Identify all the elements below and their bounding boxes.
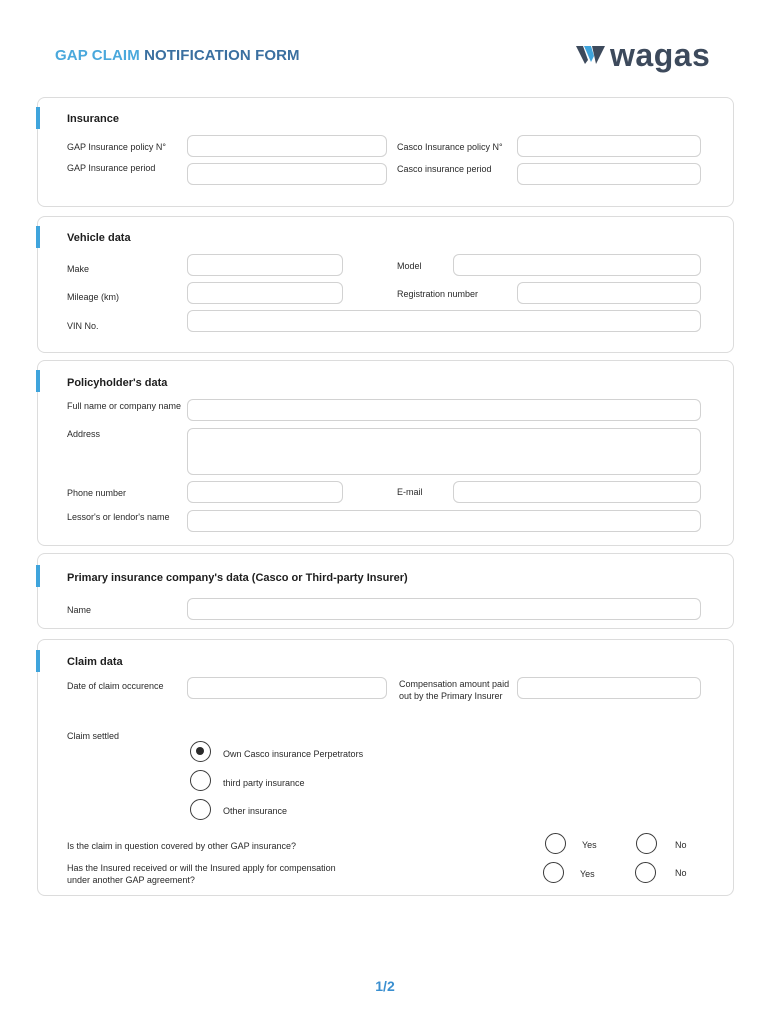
vin-input[interactable] (187, 310, 701, 332)
section-accent (36, 226, 40, 248)
option-third-party-label: third party insurance (223, 778, 305, 788)
insurance-section (37, 97, 734, 207)
casco-period-input[interactable] (517, 163, 701, 185)
gap-policy-input[interactable] (187, 135, 387, 157)
make-input[interactable] (187, 254, 343, 276)
gap-policy-label: GAP Insurance policy N° (67, 142, 166, 152)
logo-text: wagas (610, 37, 711, 73)
form-title-part1: GAP CLAIM (55, 47, 140, 64)
wagas-logo (576, 38, 710, 72)
gap-period-input[interactable] (187, 163, 387, 185)
lessor-label: Lessor's or lendor's name (67, 512, 170, 522)
phone-label: Phone number (67, 488, 127, 498)
mileage-input[interactable] (187, 282, 343, 304)
page-number: 1/2 (375, 978, 395, 994)
radio-own-casco[interactable] (190, 741, 211, 762)
fullname-input[interactable] (187, 399, 701, 421)
fullname-label: Full name or company name (67, 401, 182, 411)
claim-date-label: Date of claim occurence (67, 681, 164, 691)
claim-date-input[interactable] (187, 677, 387, 699)
option-other-label: Other insurance (223, 806, 288, 816)
lessor-input[interactable] (187, 510, 701, 532)
q2-yes-radio[interactable] (543, 862, 564, 883)
section-title: Vehicle data (67, 232, 131, 244)
section-title: Primary insurance company's data (Casco or Third-party Insurer) (67, 572, 408, 584)
casco-policy-input[interactable] (517, 135, 701, 157)
address-label: Address (67, 429, 101, 439)
section-title: Claim data (67, 656, 123, 668)
address-input[interactable] (187, 428, 701, 475)
option-own-casco-label: Own Casco insurance Perpetrators (223, 749, 364, 759)
section-accent (36, 370, 40, 392)
gap-period-label: GAP Insurance period (67, 163, 156, 173)
q2-label: Has the Insured received or will the Insured apply for compensation under another GAP agreement? (67, 863, 336, 885)
q1-yes-label: Yes (582, 840, 597, 850)
q1-yes-radio[interactable] (545, 833, 566, 854)
section-title: Insurance (67, 113, 119, 125)
form-title-part2: NOTIFICATION FORM (144, 47, 300, 64)
policyholder-section (37, 360, 734, 546)
casco-policy-label: Casco Insurance policy N° (397, 142, 503, 152)
q2-no-label: No (675, 868, 687, 878)
compensation-input[interactable] (517, 677, 701, 699)
compensation-label: Compensation amount paid out by the Primary Insurer (399, 679, 510, 701)
primary-insurer-section (37, 553, 734, 629)
name-label: Name (67, 605, 92, 615)
claim-settled-label: Claim settled (67, 731, 120, 741)
vin-label: VIN No. (67, 321, 99, 331)
registration-label: Registration number (397, 289, 479, 299)
q1-no-radio[interactable] (636, 833, 657, 854)
radio-other-insurance[interactable] (190, 799, 211, 820)
section-accent (36, 107, 40, 129)
model-label: Model (397, 261, 422, 271)
q2-yes-label: Yes (580, 869, 595, 879)
q1-no-label: No (675, 840, 687, 850)
q1-label: Is the claim in question covered by other GAP insurance? (67, 841, 296, 851)
registration-input[interactable] (517, 282, 701, 304)
make-label: Make (67, 264, 90, 274)
vehicle-section (37, 216, 734, 353)
casco-period-label: Casco insurance period (397, 164, 492, 174)
q2-no-radio[interactable] (635, 862, 656, 883)
section-accent (36, 650, 40, 672)
primary-name-input[interactable] (187, 598, 701, 620)
form-title (55, 47, 300, 64)
mileage-label: Mileage (km) (67, 292, 120, 302)
wagas-logo-icon (576, 44, 606, 66)
claim-section (37, 639, 734, 896)
model-input[interactable] (453, 254, 701, 276)
phone-input[interactable] (187, 481, 343, 503)
email-label: E-mail (397, 487, 423, 497)
radio-third-party[interactable] (190, 770, 211, 791)
email-input[interactable] (453, 481, 701, 503)
section-accent (36, 565, 40, 587)
section-title: Policyholder's data (67, 377, 168, 389)
